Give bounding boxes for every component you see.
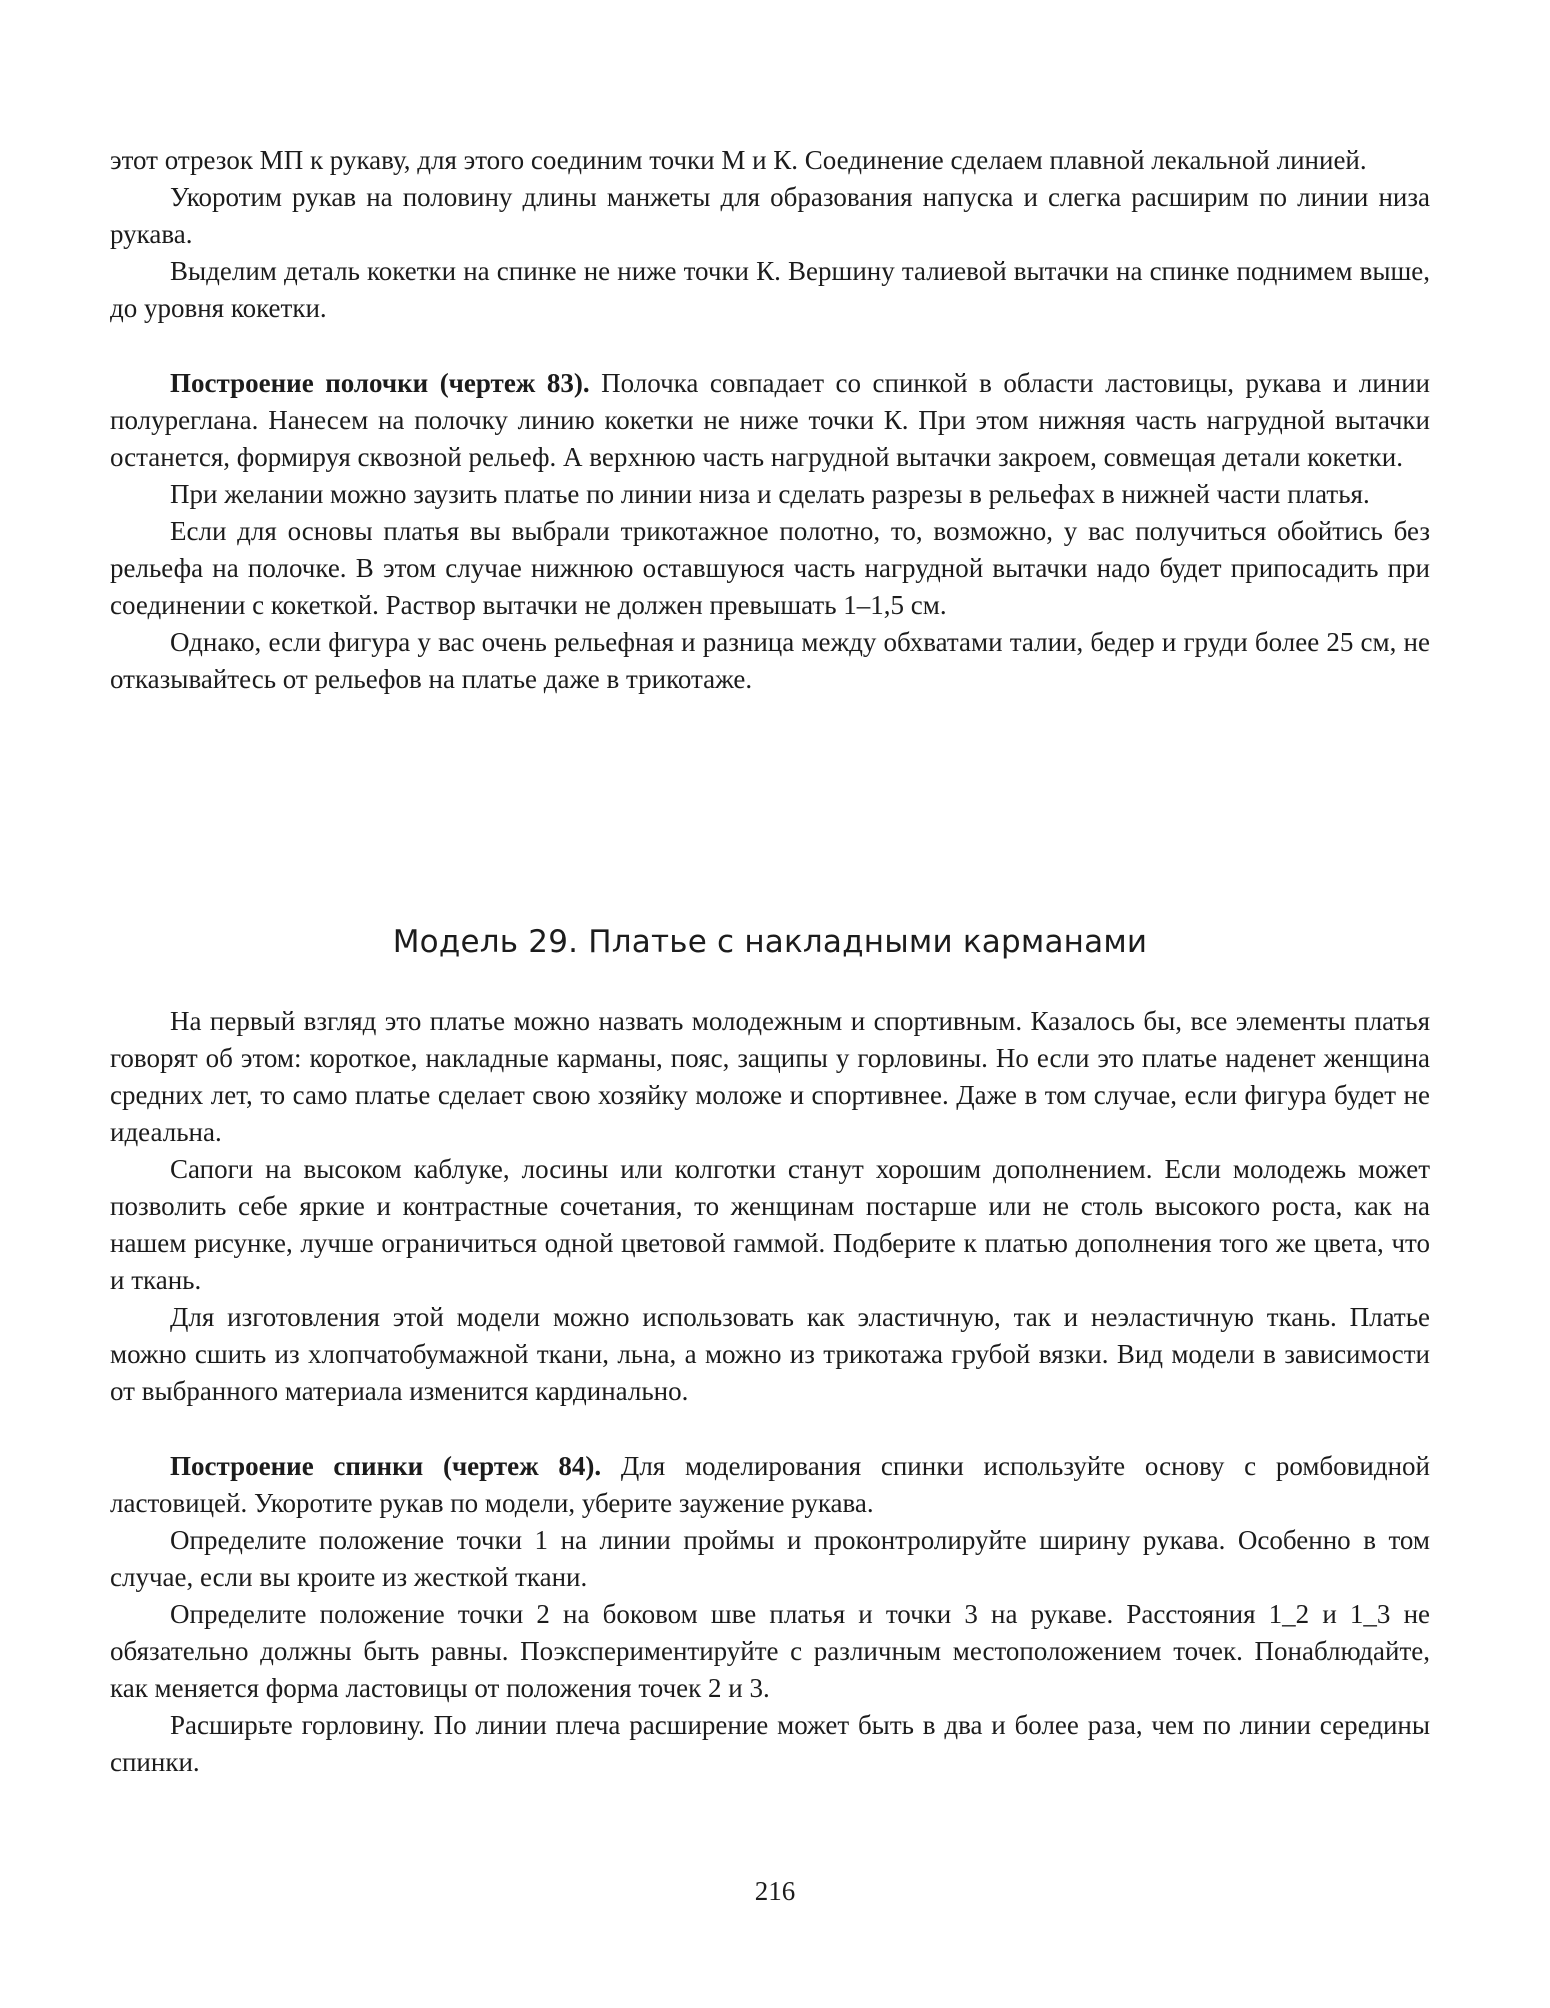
paragraph-with-lead xyxy=(110,1448,1430,1522)
paragraph: При желании можно заузить платье по линии низа и сделать разрезы в рельефах в нижней части платья. xyxy=(170,479,1370,509)
paragraph: Определите положение точки 1 на линии проймы и проконтролируйте ширину рукава. Особенно в том случае, если вы кроите из жесткой ткани. xyxy=(110,1525,1430,1592)
paragraph: Выделим деталь кокетки на спинке не ниже точки К. Вершину талиевой вытачки на спинке поднимем выше, до уровня кокетки. xyxy=(110,256,1430,323)
paragraph-lead: Построение спинки (чертеж 84). xyxy=(170,1451,602,1481)
text-block-top xyxy=(110,142,1430,698)
paragraph: Сапоги на высоком каблуке, лосины или колготки станут хорошим дополнением. Если молодежь может позволить себе яркие и контрастные сочетания, то женщинам постарше или не столь высокого роста, как на нашем рисунке, лучше ограничиться одной цветовой гаммой. Подберите к платью дополнения того же цвета, что и ткань. xyxy=(110,1154,1430,1295)
paragraph-lead: Построение полочки (чертеж 83). xyxy=(170,368,590,398)
paragraph-gap xyxy=(110,327,1430,365)
paragraph-with-lead xyxy=(110,365,1430,476)
paragraph: Определите положение точки 2 на боковом шве платья и точки 3 на рукаве. Расстояния 1_2 и 1_3 не обязательно должны быть равны. Поэкспериментируйте с различным местоположением точек. Понаблюдайте, как меняется форма ластовицы от положения точек 2 и 3. xyxy=(110,1599,1430,1703)
paragraph: Для изготовления этой модели можно использовать как эластичную, так и неэластичную ткань. Платье можно сшить из хлопчатобумажной ткани, льна, а можно из трикотажа грубой вязки. Вид модели в зависимости от выбранного материала изменится кардинально. xyxy=(110,1302,1430,1406)
paragraph-text: Полочка совпадает со спинкой в области ластовицы, рукава и линии полуреглана. Нанесем на полочку линию кокетки не ниже точки К. При этом нижняя часть нагрудной вытачки останется, формируя сквозной рельеф. А верхнюю часть нагрудной вытачки закроем, совмещая детали кокетки. xyxy=(110,368,1431,472)
paragraph: Однако, если фигура у вас очень рельефная и разница между обхватами талии, бедер и груди более 25 см, не отказывайтесь от рельефов на платье даже в трикотаже. xyxy=(110,627,1430,694)
section-heading: Модель 29. Платье с накладными карманами xyxy=(392,924,1148,960)
paragraph: Расширьте горловину. По линии плеча расширение может быть в два и более раза, чем по линии середины спинки. xyxy=(110,1710,1430,1777)
text-block-bottom xyxy=(110,1003,1430,1781)
paragraph: На первый взгляд это платье можно назвать молодежным и спортивным. Казалось бы, все элементы платья говорят об этом: короткое, накладные карманы, пояс, защипы у горловины. Но если это платье наденет женщина средних лет, то само платье сделает свою хозяйку моложе и спортивнее. Даже в том случае, если фигура будет не идеальна. xyxy=(110,1006,1430,1147)
paragraph-gap xyxy=(110,1410,1430,1448)
paragraph: этот отрезок МП к рукаву, для этого соединим точки М и К. Соединение сделаем плавной лекальной линией. xyxy=(110,145,1367,175)
paragraph: Если для основы платья вы выбрали трикотажное полотно, то, возможно, у вас получиться обойтись без рельефа на полочке. В этом случае нижнюю оставшуюся часть нагрудной вытачки надо будет припосадить при соединении с кокеткой. Раствор вытачки не должен превышать 1–1,5 см. xyxy=(110,516,1430,620)
paragraph-text: Для моделирования спинки используйте основу с ромбовидной ластовицей. Укоротите рукав по модели, уберите заужение рукава. xyxy=(110,1451,1430,1518)
paragraph: Укоротим рукав на половину длины манжеты для образования напуска и слегка расширим по линии низа рукава. xyxy=(110,182,1430,249)
page-number: 216 xyxy=(754,1876,796,1906)
